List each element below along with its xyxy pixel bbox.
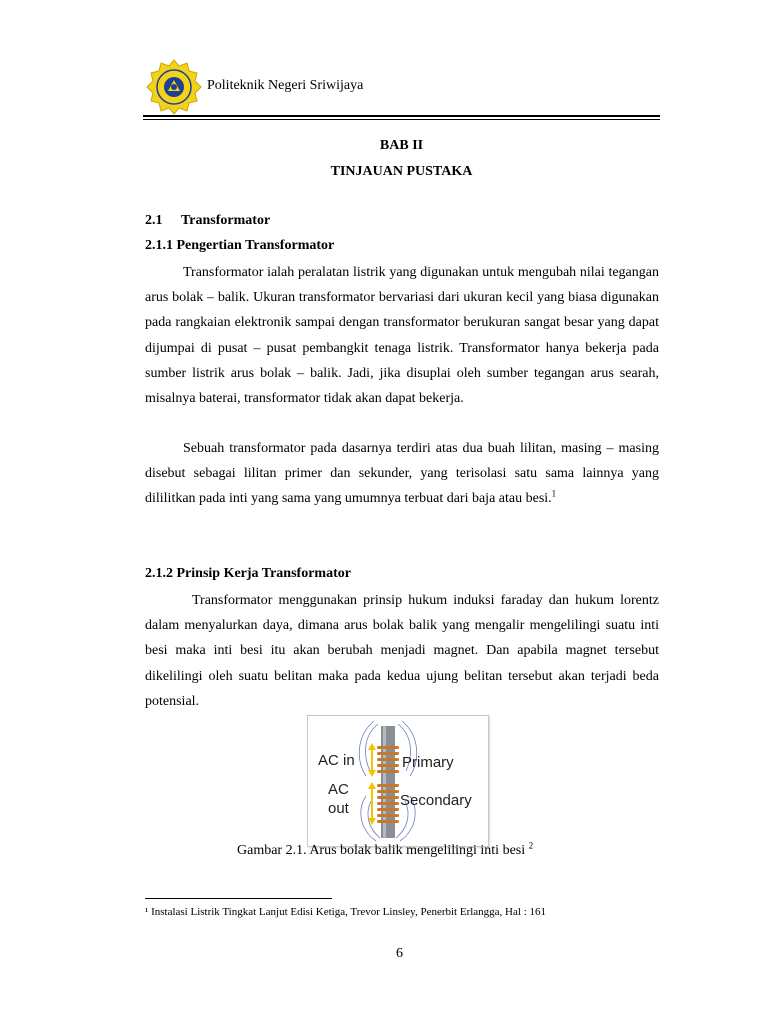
figure-caption-text: Gambar 2.1. Arus bolak balik mengelilingi inti besi [237, 843, 526, 858]
header-rule-thin [143, 119, 660, 120]
figure-caption [237, 840, 534, 859]
institution-name: Politeknik Negeri Sriwijaya [207, 78, 364, 93]
chapter-title: TINJAUAN PUSTAKA [330, 164, 473, 179]
label-ac-in: AC in [318, 752, 355, 769]
institution-logo [145, 58, 203, 116]
section-title: Transformator [181, 213, 271, 228]
section-heading-2-1-1: 2.1.1 Pengertian Transformator [145, 238, 335, 253]
label-primary: Primary [402, 754, 454, 771]
paragraph-3 [145, 588, 659, 714]
footnote-ref-1[interactable]: 1 [551, 488, 557, 499]
header-rule-thick [143, 115, 660, 117]
footnote-text: Instalasi Listrik Tingkat Lanjut Edisi Ketiga, Trevor Linsley, Penerbit Erlangga, Hal : 161 [151, 906, 546, 918]
transformer-diagram [308, 716, 488, 846]
section-number: 2.1 [145, 213, 163, 228]
transformer-figure [307, 715, 489, 847]
section-heading-2-1 [145, 213, 270, 229]
paragraph-3-text: Transformator menggunakan prinsip hukum induksi faraday dan hukum lorentz dalam menyalurkan daya, dimana arus bolak balik yang mengalir mengelilingi suatu inti besi maka inti besi itu akan berubah menjadi magnet. Dan apabila magnet tersebut dikelilingi oleh suatu belitan maka pada kedua ujung belitan tersebut akan terjadi beda potensial. [145, 593, 659, 709]
paragraph-1 [145, 260, 659, 411]
voltage-arrows [368, 743, 376, 825]
paragraph-2-text: Sebuah transformator pada dasarnya terdiri atas dua buah lilitan, masing – masing disebut sebagai lilitan primer dan sekunder, yang terisolasi satu sama lainnya yang dililitkan pada inti yang sama yang umumnya terbuat dari baja atau besi. [145, 441, 659, 507]
footnote-marker: ¹ [145, 906, 149, 918]
label-secondary: Secondary [400, 792, 472, 809]
footnote-ref-2[interactable]: 2 [528, 840, 534, 851]
section-heading-2-1-2: 2.1.2 Prinsip Kerja Transformator [145, 566, 351, 581]
paragraph-2 [145, 436, 659, 512]
label-ac: AC [328, 781, 349, 798]
chapter-number: BAB II [379, 138, 424, 153]
label-out: out [328, 800, 349, 817]
footnote [145, 906, 546, 918]
footnote-rule [145, 898, 332, 899]
page-number: 6 [396, 946, 403, 961]
paragraph-1-text: Transformator ialah peralatan listrik yang digunakan untuk mengubah nilai tegangan arus bolak – balik. Ukuran transformator bervariasi dari ukuran kecil yang biasa digunakan pada rangkaian elektronik sampai dengan transformator berukuran sangat besar yang dapat dijumpai di pusat – pusat pembangkit tenaga listrik. Transformator hanya bekerja pada sumber listrik arus bolak – balik. Jadi, jika disuplai oleh sumber tegangan arus searah, misalnya baterai, transformator tidak akan dapat bekerja. [145, 265, 659, 407]
